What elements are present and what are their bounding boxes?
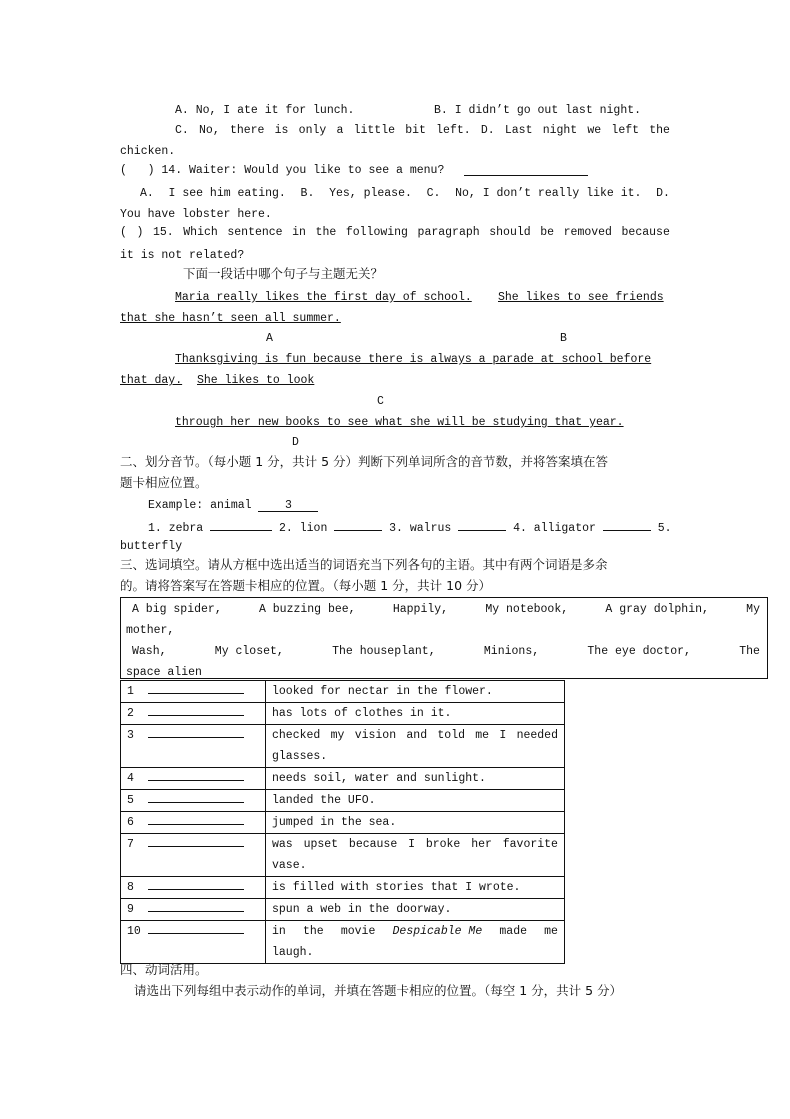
stem-word: removed	[563, 226, 612, 239]
table-row: 4 needs soil, water and sunlight.	[121, 768, 565, 790]
stem-word: sentence	[227, 226, 283, 239]
q13-option-a: A. No, I ate it for lunch.	[175, 104, 355, 117]
option-segment: No, I don’t really like it.	[455, 187, 642, 200]
row-word: and	[406, 729, 428, 742]
option-segment: Yes, please.	[329, 187, 412, 200]
option-word: Last	[504, 124, 533, 137]
row-word: broke	[425, 838, 461, 851]
table-row: 1 looked for nectar in the flower.	[121, 681, 565, 703]
option-word: a	[336, 124, 344, 137]
section3-heading-line1: 三、选词填空。请从方框中选出适当的词语充当下列各句的主语。其中有两个词语是多余	[120, 557, 608, 572]
q15-stem	[120, 225, 670, 240]
section2-example: Example: animal 3	[148, 498, 318, 513]
word-bank-row1	[132, 602, 760, 617]
option-segment: D.	[656, 187, 670, 200]
option-segment: I see him eating.	[168, 187, 286, 200]
section4-instruction: 请选出下列每组中表示动作的单词，并填在答题卡相应的位置。（每空 1 分，共计 5 分）	[134, 983, 623, 998]
option-word: left.	[436, 124, 471, 137]
word-bank-row2-tail: space alien	[126, 666, 202, 679]
stem-word: Which	[183, 226, 218, 239]
option-word: C.	[175, 124, 189, 137]
example-answer: 3	[258, 500, 318, 512]
section2-heading-line2: 题卡相应位置。	[120, 475, 208, 490]
section2-item-tail: butterfly	[120, 540, 183, 553]
table-row: 3 checked my vision and told me I needed glasses.	[121, 725, 565, 768]
q15-label-c: C	[377, 395, 384, 408]
row-word: favorite	[502, 838, 558, 851]
row-word: my	[330, 729, 345, 742]
q14-option-d-tail: You have lobster here.	[120, 208, 272, 221]
q15-label-a: A	[266, 332, 273, 345]
option-segment: A.	[140, 187, 154, 200]
q13-option-d-tail: chicken.	[120, 145, 176, 158]
row-word: me	[475, 729, 490, 742]
row-word: I	[408, 838, 415, 851]
table-row: 9 spun a web in the doorway.	[121, 899, 565, 921]
option-word: left	[611, 124, 640, 137]
option-word: only	[298, 124, 327, 137]
word-bank-row2	[132, 644, 760, 659]
word-bank-item: A big spider,	[132, 603, 222, 616]
q15-sentence-d-part1: She likes to look	[197, 374, 315, 387]
stem-word: in	[292, 226, 306, 239]
q13-option-c-d	[175, 123, 670, 138]
word-bank-item: A gray dolphin,	[605, 603, 709, 616]
option-segment: B.	[300, 187, 315, 200]
word-bank-item: Minions,	[483, 645, 540, 658]
row-word: I	[499, 729, 507, 742]
word-bank-item: The eye doctor,	[587, 645, 691, 658]
row-word: her	[471, 838, 492, 851]
stem-word: (	[120, 226, 127, 239]
table-row: 2 has lots of clothes in it.	[121, 703, 565, 725]
option-word: little	[353, 124, 396, 137]
q15-chinese-instruction: 下面一段话中哪个句子与主题无关？	[183, 266, 384, 281]
fill-in-table	[120, 680, 565, 964]
table-row: 10 in the movie Despicable Me made me laugh.	[121, 921, 565, 964]
q15-sentence-b-part1: She likes to see friends	[498, 291, 664, 304]
option-word: night	[542, 124, 578, 137]
word-bank-item: Wash,	[132, 645, 167, 658]
option-segment: C.	[426, 187, 441, 200]
word-bank-row1-tail: mother,	[126, 624, 175, 637]
q15-stem-tail: it is not related?	[120, 249, 245, 262]
stem-word: because	[621, 226, 670, 239]
option-word: we	[587, 124, 602, 137]
row-word: checked	[272, 729, 321, 742]
q14-stem: ( ) 14. Waiter: Would you like to see a menu?	[120, 164, 445, 177]
stem-word: 15.	[152, 226, 174, 239]
word-bank-item: A buzzing bee,	[258, 603, 356, 616]
table-row: 5 landed the UFO.	[121, 790, 565, 812]
q13-option-b: B. I didn’t go out last night.	[434, 104, 642, 117]
option-word: D.	[480, 124, 495, 137]
q15-label-b: B	[560, 332, 567, 345]
word-bank-item: My notebook,	[485, 603, 569, 616]
row-word: was	[272, 838, 293, 851]
table-row: 8 is filled with stories that I wrote.	[121, 877, 565, 899]
stem-word: be	[540, 226, 555, 239]
stem-word: )	[136, 226, 144, 239]
q15-sentence-a: Maria really likes the first day of school.	[175, 291, 472, 304]
row-word: told	[437, 729, 465, 742]
option-word: bit	[405, 124, 426, 137]
stem-word: the	[315, 226, 337, 239]
q15-sentence-b-part2: that she hasn’t seen all summer.	[120, 312, 341, 325]
section4-heading: 四、动词活用。	[120, 962, 208, 977]
q14-options	[140, 186, 670, 201]
row-word: vision	[354, 729, 397, 742]
option-word: the	[649, 124, 670, 137]
q15-label-d: D	[292, 436, 299, 449]
word-bank-item: The houseplant,	[332, 645, 436, 658]
section2-heading-line1: 二、划分音节。（每小题 1 分，共计 5 分）判断下列单词所含的音节数，并将答案填在答	[120, 454, 609, 469]
word-bank-item: My closet,	[214, 645, 284, 658]
option-word: is	[274, 124, 289, 137]
word-bank-item: The	[739, 645, 760, 658]
word-bank-item: My	[746, 603, 760, 616]
q15-sentence-d-part2: through her new books to see what she will be studying that year.	[175, 416, 624, 429]
q15-sentence-c-part2: that day.	[120, 374, 183, 387]
option-word: there	[229, 124, 265, 137]
row-word: because	[348, 838, 398, 851]
section3-heading-line2: 的。请将答案写在答题卡相应的位置。（每小题 1 分，共计 10 分）	[120, 578, 492, 593]
table-row: 6 jumped in the sea.	[121, 812, 565, 834]
row-word: upset	[303, 838, 339, 851]
q14-answer-blank	[464, 164, 588, 176]
word-bank-item: Happily,	[392, 603, 449, 616]
table-row: 7 was upset because I broke her favorite vase.	[121, 834, 565, 877]
stem-word: following	[345, 226, 408, 239]
stem-word: should	[489, 226, 531, 239]
row-word: needed	[516, 729, 558, 742]
q15-sentence-c-part1: Thanksgiving is fun because there is always a parade at school before	[175, 353, 652, 366]
section2-items: 1. zebra 2. lion 3. walrus 4. alligator 5.	[148, 519, 672, 536]
stem-word: paragraph	[417, 226, 480, 239]
option-word: No,	[199, 124, 220, 137]
